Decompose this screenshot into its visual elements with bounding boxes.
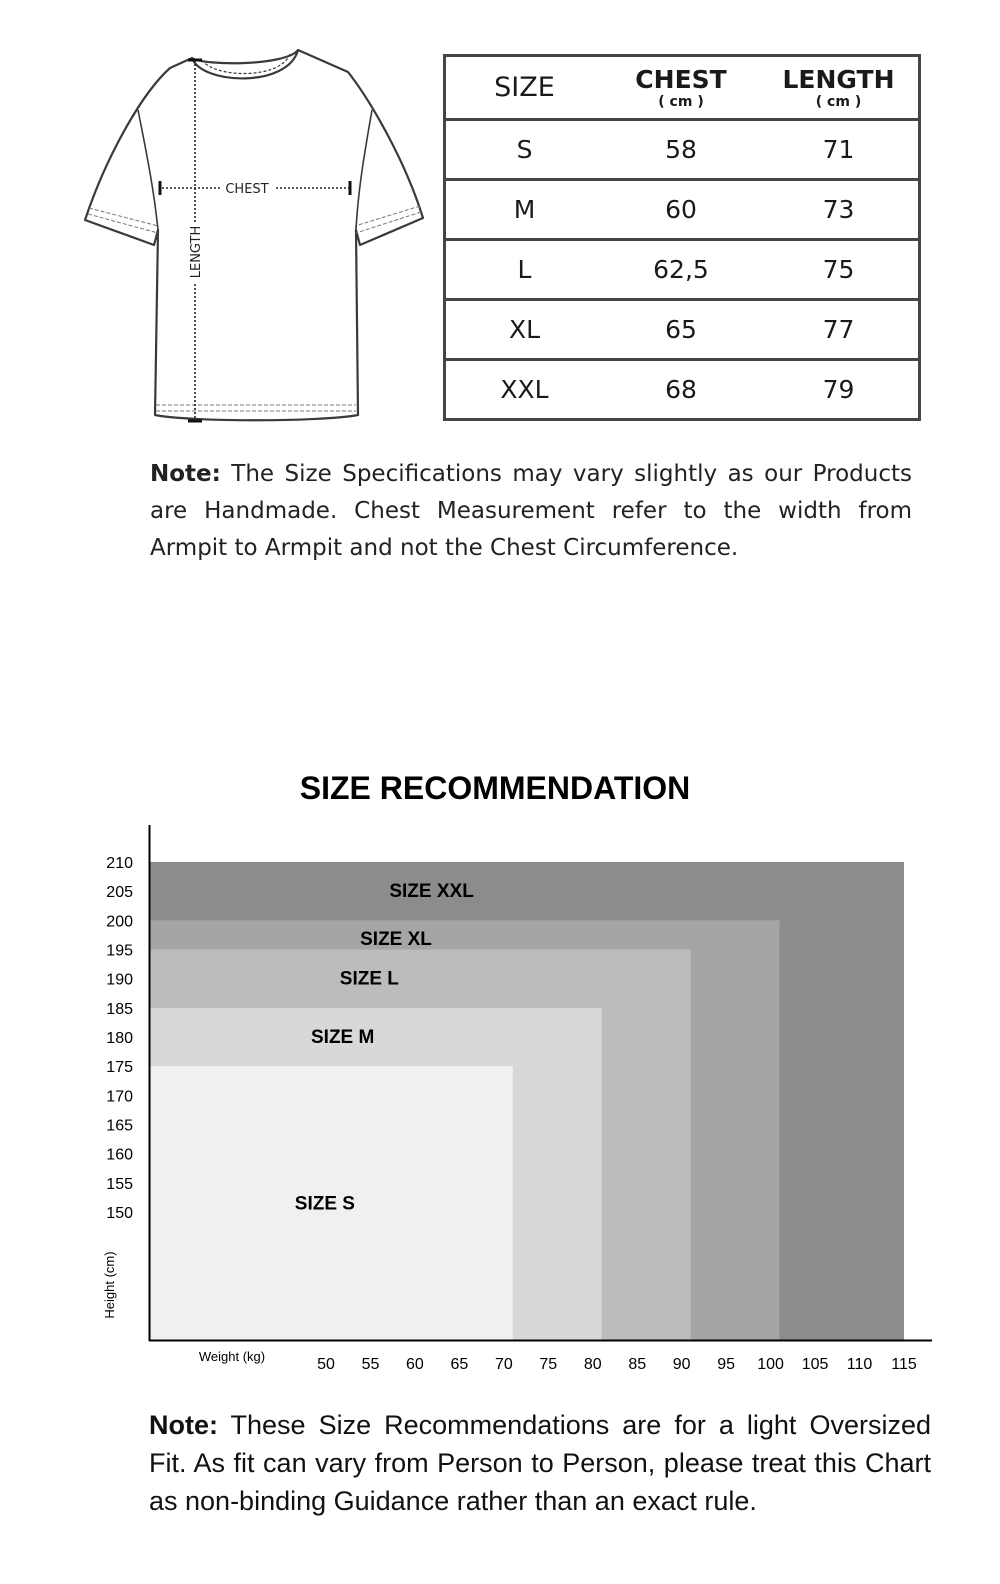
x-axis-label: Weight (kg) [198,1349,266,1364]
chest-cell: 68 [603,360,759,420]
y-axis-label: Height (cm) [102,1251,117,1319]
table-row [445,120,920,180]
y-tick-label: 200 [106,913,133,931]
x-tick-label: 50 [317,1356,335,1373]
table-row [445,360,920,420]
y-tick-label: 175 [106,1059,133,1077]
size-spec-note [150,456,912,567]
length-cell: 79 [759,360,920,420]
length-cell: 77 [759,300,920,360]
x-tick-label: 55 [361,1356,380,1373]
x-tick-label: 90 [672,1356,691,1373]
size-cell: M [445,180,604,240]
length-label: LENGTH [189,225,204,279]
x-tick-label: 70 [494,1356,513,1373]
chest-cell: 58 [603,120,759,180]
y-tick-label: 155 [106,1175,133,1193]
y-tick-label: 185 [106,1000,133,1018]
y-tick-label: 205 [106,884,133,902]
size-recommendation-chart [0,820,1000,1390]
size-header: SIZE [445,56,604,120]
y-tick-label: 180 [106,1030,133,1047]
x-tick-label: 100 [757,1356,784,1373]
y-tick-label: 165 [106,1117,133,1135]
size-table [443,54,921,421]
chest-cell: 62,5 [603,240,759,300]
x-tick-label: 60 [406,1356,424,1373]
size-cell: L [445,240,604,300]
size-regions [150,862,904,1340]
x-tick-label: 75 [539,1356,558,1373]
size-table-header [445,56,920,120]
y-tick-label: 150 [106,1205,133,1222]
table-row [445,180,920,240]
table-row [445,240,920,300]
tshirt-illustration [80,40,430,430]
size-recommendation-note [149,1406,931,1520]
x-tick-label: 80 [583,1356,602,1373]
chest-cell: 65 [603,300,759,360]
note-text: These Size Recommendations are for a light Oversized Fit. As fit can vary from Person to Person, please treat this Chart as non-binding Guidance rather than an exact rule. [149,1410,931,1516]
length-header: LENGTH ( cm ) [759,56,920,120]
y-tick-label: 210 [106,855,133,872]
size-region-label: SIZE M [311,1027,375,1048]
y-tick-label: 160 [106,1146,133,1164]
table-row [445,300,920,360]
chest-header: CHEST ( cm ) [603,56,759,120]
chart-title: SIZE RECOMMENDATION [299,770,691,806]
x-tick-labels [317,1356,917,1373]
x-tick-label: 95 [717,1356,736,1373]
length-cell: 73 [759,180,920,240]
size-cell: XL [445,300,604,360]
x-tick-label: 105 [801,1356,829,1373]
size-region-label: SIZE XL [360,929,432,950]
chest-label: CHEST [225,182,269,197]
chest-cell: 60 [603,180,759,240]
y-tick-label: 195 [106,942,133,960]
size-region-label: SIZE L [339,968,399,990]
y-tick-labels [106,855,133,1222]
note-label: Note: [149,1410,218,1440]
x-tick-label: 110 [846,1356,873,1373]
size-cell: XXL [445,360,604,420]
y-tick-label: 170 [106,1088,133,1106]
size-cell: S [445,120,604,180]
note-text: The Size Specifications may vary slightly as our Products are Handmade. Chest Measurement refer to the width from Armpit to Armpit and not the Chest Circumference. [150,461,912,561]
length-cell: 71 [759,120,920,180]
length-cell: 75 [759,240,920,300]
x-tick-label: 115 [891,1356,917,1373]
size-region-label: SIZE S [294,1193,355,1215]
x-tick-label: 85 [628,1356,647,1373]
x-tick-label: 65 [450,1356,469,1373]
size-region-label: SIZE XXL [389,881,474,903]
y-tick-label: 190 [106,971,133,989]
note-label: Note: [150,461,221,487]
